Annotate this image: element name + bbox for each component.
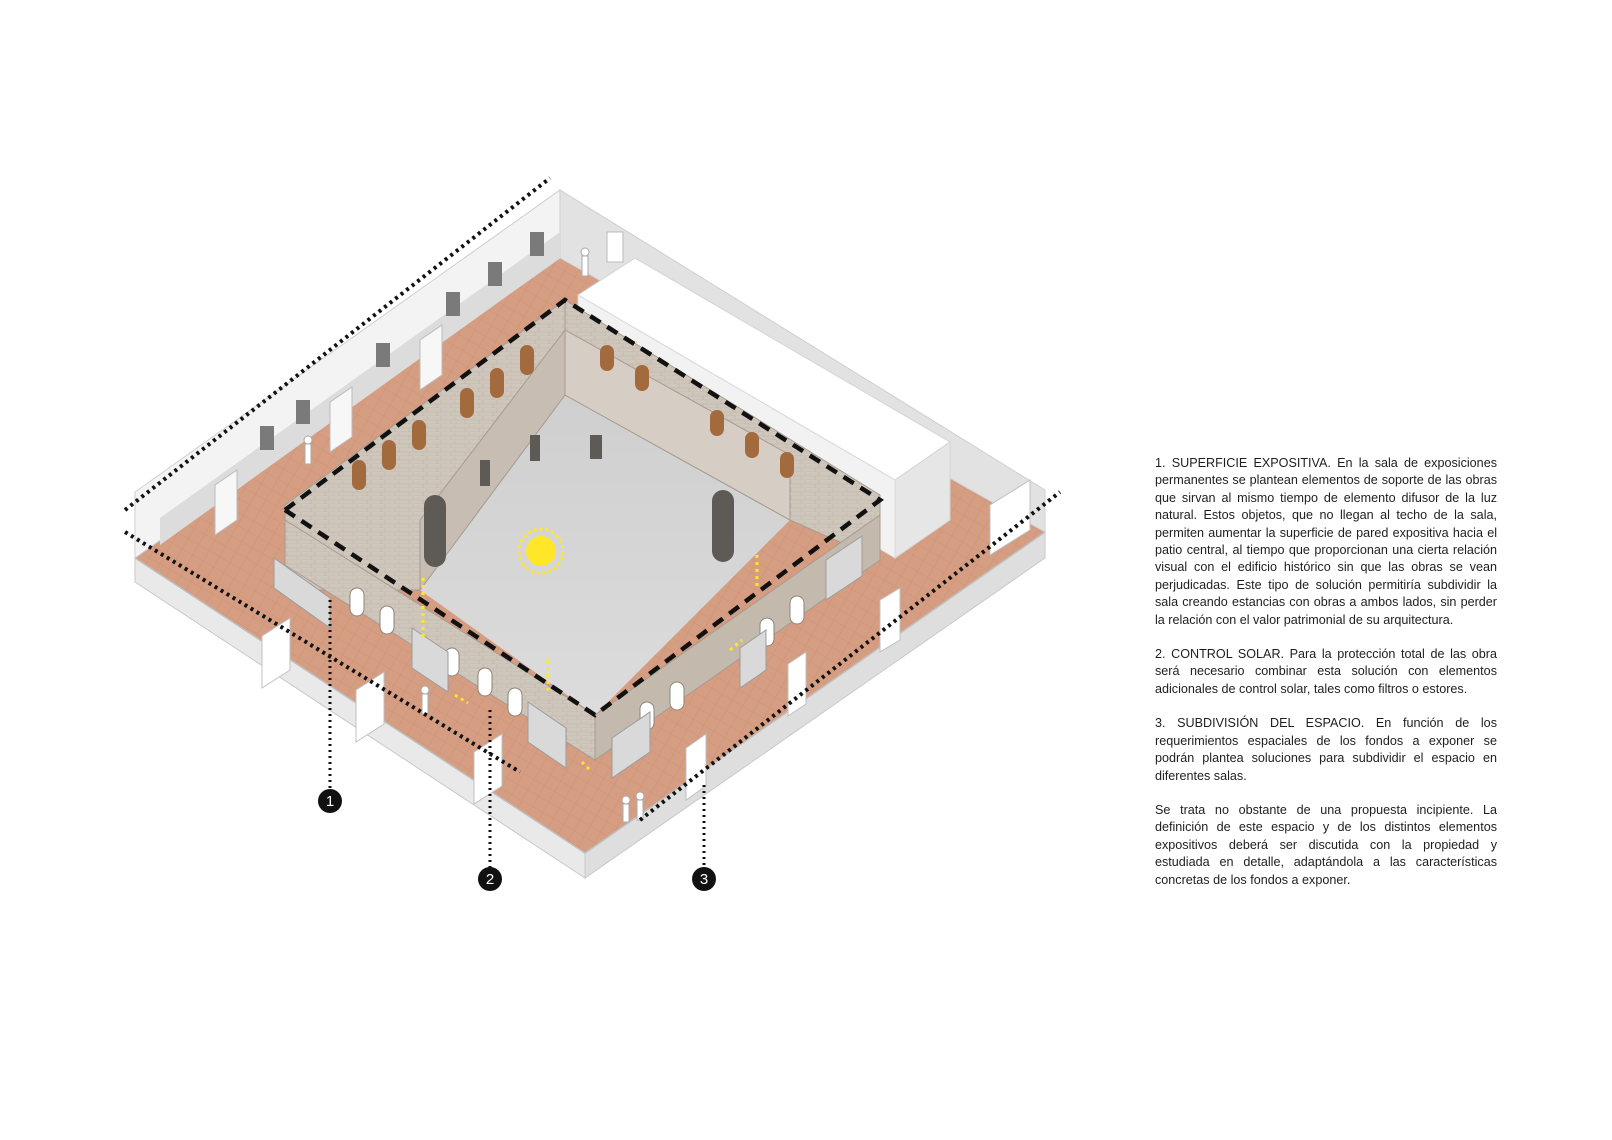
marker-1 [318,789,342,813]
paragraph-propuesta: Se trata no obstante de una propuesta incipiente. La definición de este espacio y de los distintos elementos expositivos deberá ser discutida con la propiedad y estudiada en detalle, adaptándola a las características concretas de los fondos a exponer. [1155,802,1497,887]
paragraph-subdivision-espacio: 3. SUBDIVISIÓN DEL ESPACIO. En función de los requerimientos espaciales de los fondos a exponer se podrán plantea soluciones para subdividir el espacio en diferentes salas. [1155,716,1497,783]
description-text [1155,455,1497,906]
svg-text:1: 1 [325,793,335,810]
paragraph-control-solar: 2. CONTROL SOLAR. Para la protección total de las obra será necesario combinar esta solución con elementos adicionales de control solar, tales como filtros o estores. [1155,647,1497,696]
svg-text:2: 2 [485,871,495,888]
marker-3 [692,867,716,891]
svg-text:3: 3 [699,871,709,888]
paragraph-superficie-expositiva: 1. SUPERFICIE EXPOSITIVA. En la sala de exposiciones permanentes se plantean elementos de soporte de las obras que sirvan al mismo tiempo de elemento difusor de la luz natural. Estos objetos, que no llegan al techo de la sala, permiten aumentar la superficie de pared expositiva hacia el patio central, al tiempo que proporcionan una cierta relación visual con el edificio histórico sin que las obras se vean perjudicadas. Este tipo de solución permitiría subdividir la sala creando estancias con obras a ambos lados, sin perder la relación con el valor patrimonial de su arquitectura. [1155,456,1497,627]
marker-2 [478,867,502,891]
